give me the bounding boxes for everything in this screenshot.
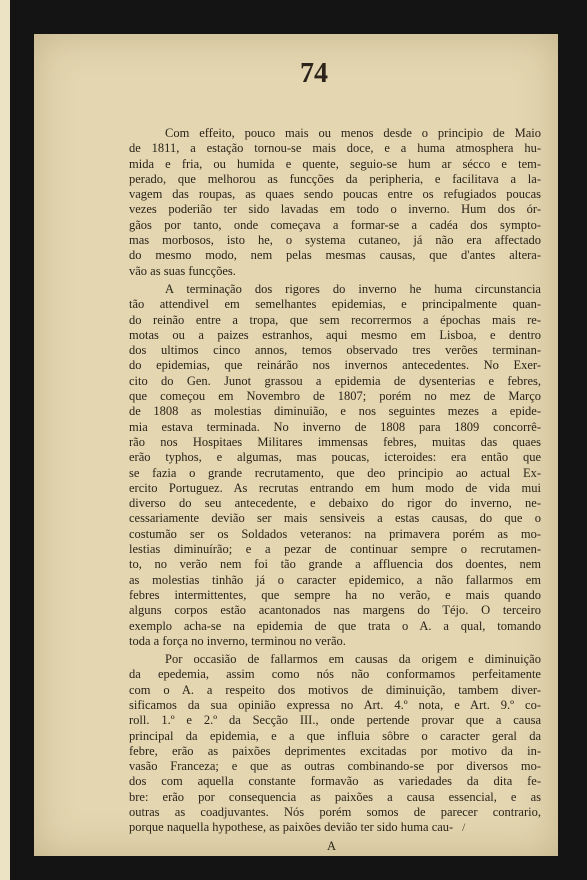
text-line: com o A. a respeito dos motivos de diminuição, tambem diver- <box>129 682 541 697</box>
text-line: vasão Franceza; e que as outras combinando-se por diversos mo- <box>129 759 541 774</box>
text-line: diverso do seu antecedente, e debaixo do rigor do inverno, ne- <box>129 496 541 511</box>
paragraph <box>129 126 541 279</box>
text-line: mida e fria, ou humida e quente, seguio-se hum ar sécco e tem- <box>129 156 541 171</box>
text-line: erão typhos, e algumas, mas poucas, icteroides: era então que <box>129 450 541 465</box>
text-line: febre, erão as paixões deprimentes excitadas por motivo da in- <box>129 743 541 758</box>
paragraph <box>129 652 541 836</box>
text-line: Com effeito, pouco mais ou menos desde o principio de Maio <box>165 126 541 140</box>
facing-page-edge <box>0 0 10 880</box>
body-text <box>129 126 541 854</box>
text-line: da epedemia, assim como nós não conformamos perfeitamente <box>129 667 541 682</box>
text-line: toda a força no inverno, terminou no verão. <box>129 633 346 648</box>
text-line: do epidemias, que reinárão nos invernos antecedentes. No Exer- <box>129 358 541 373</box>
text-line: lestias diminuírão; e a pezar de continuar sempre o recrutamen- <box>129 542 541 557</box>
text-line: vagem das roupas, as quaes sendo poucas entre os refugiados poucas <box>129 187 541 202</box>
corner-mark: / <box>462 820 466 834</box>
text-line: do reinão entre a tropa, que sem recorrermos a épochas mais re- <box>129 312 541 327</box>
text-line: bre: erão por consequencia as paixões a causa essencial, e as <box>129 789 541 804</box>
page-number: 74 <box>300 58 328 89</box>
text-line: rão nos Hospitaes Militares immensas febres, muitas das quaes <box>129 434 541 449</box>
text-line: as molestias tinhão já o caracter epidemico, a não fallarmos em <box>129 572 541 587</box>
text-line: de 1808 as molestias diminuião, e nos seguintes mezes a epide- <box>129 404 541 419</box>
text-line: costumão ser os Soldados veteranos: na primavera porém as mo- <box>129 526 541 541</box>
text-line: Por occasião de fallarmos em causas da origem e diminuição <box>165 652 541 667</box>
text-line: dos com aquella constante formavão as variedades da dita fe- <box>129 774 541 789</box>
paragraph <box>129 282 541 649</box>
text-line: mas morbosos, isto he, o systema cutaneo, já não era affectado <box>129 233 541 248</box>
text-line: motas ou a paizes estranhos, aqui mesmo em Lisboa, e dentro <box>129 327 541 342</box>
text-line: dos ultimos cinco annos, temos observado tres verões terminan- <box>129 343 541 358</box>
text-line: do mesmo modo, nem pelas mesmas causas, que d'antes altera- <box>129 248 541 263</box>
text-line: ercito Portuguez. As recrutas entrando em hum modo de vida mui <box>129 480 541 495</box>
text-line: cito do Gen. Junot grassou a epidemia de dysenterias e febres, <box>129 373 541 388</box>
text-line: mia estava terminada. No inverno de 1808 para 1809 concorrê- <box>129 419 541 434</box>
text-line: roll. 1.º e 2.º da Secção III., onde pertende provar que a causa <box>129 713 541 728</box>
text-line: cessariamente devião ser mais sensiveis a estas causas, do que o <box>129 511 541 526</box>
text-line: to, no verão nem foi tão grande a affluencia dos doentes, nem <box>129 557 541 572</box>
text-line: porque naquella hypothese, as paixões devião ter sido huma cau- <box>129 820 454 835</box>
text-line: principal da epidemia, e a que influia sôbre o caracter geral da <box>129 728 541 743</box>
text-line: que começou em Novembro de 1807; porém no mez de Março <box>129 389 541 404</box>
text-line: vezes poderião ter sido lavadas em todo o inverno. Hum dos ór- <box>129 202 541 217</box>
text-line: A terminação dos rigores do inverno he huma circunstancia <box>165 281 541 296</box>
text-line: vão as suas funcções. <box>129 263 236 278</box>
text-line: sificamos da sua opinião expressa no Art. 4.º nota, e Art. 9.º co- <box>129 697 541 712</box>
text-line: tão attendivel em semelhantes epidemias, e principalmente quan- <box>129 297 541 312</box>
text-line: exemplo acha-se na epidemia de que trata o A. a qual, tomando <box>129 618 541 633</box>
text-line: se fazia o grande recrutamento, que deo principio ao actual Ex- <box>129 465 541 480</box>
text-line: gãos por tanto, onde começava a formar-se a cadéa dos sympto- <box>129 217 541 232</box>
catchword: A <box>327 838 337 853</box>
text-line: alguns corpos estão acantonados nas margens do Téjo. O terceiro <box>129 603 541 618</box>
text-line: febres intermittentes, que sempre ha no verão, e mais quando <box>129 587 541 602</box>
text-line: perado, que melhorou as funcções da peripheria, e facilitava a la- <box>129 171 541 186</box>
text-line: de 1811, a estação tornou-se mais doce, e a huma atmosphera hu- <box>129 141 541 156</box>
text-line: outras as coadjuvantes. Nós porém somos de parecer contrario, <box>129 805 541 820</box>
